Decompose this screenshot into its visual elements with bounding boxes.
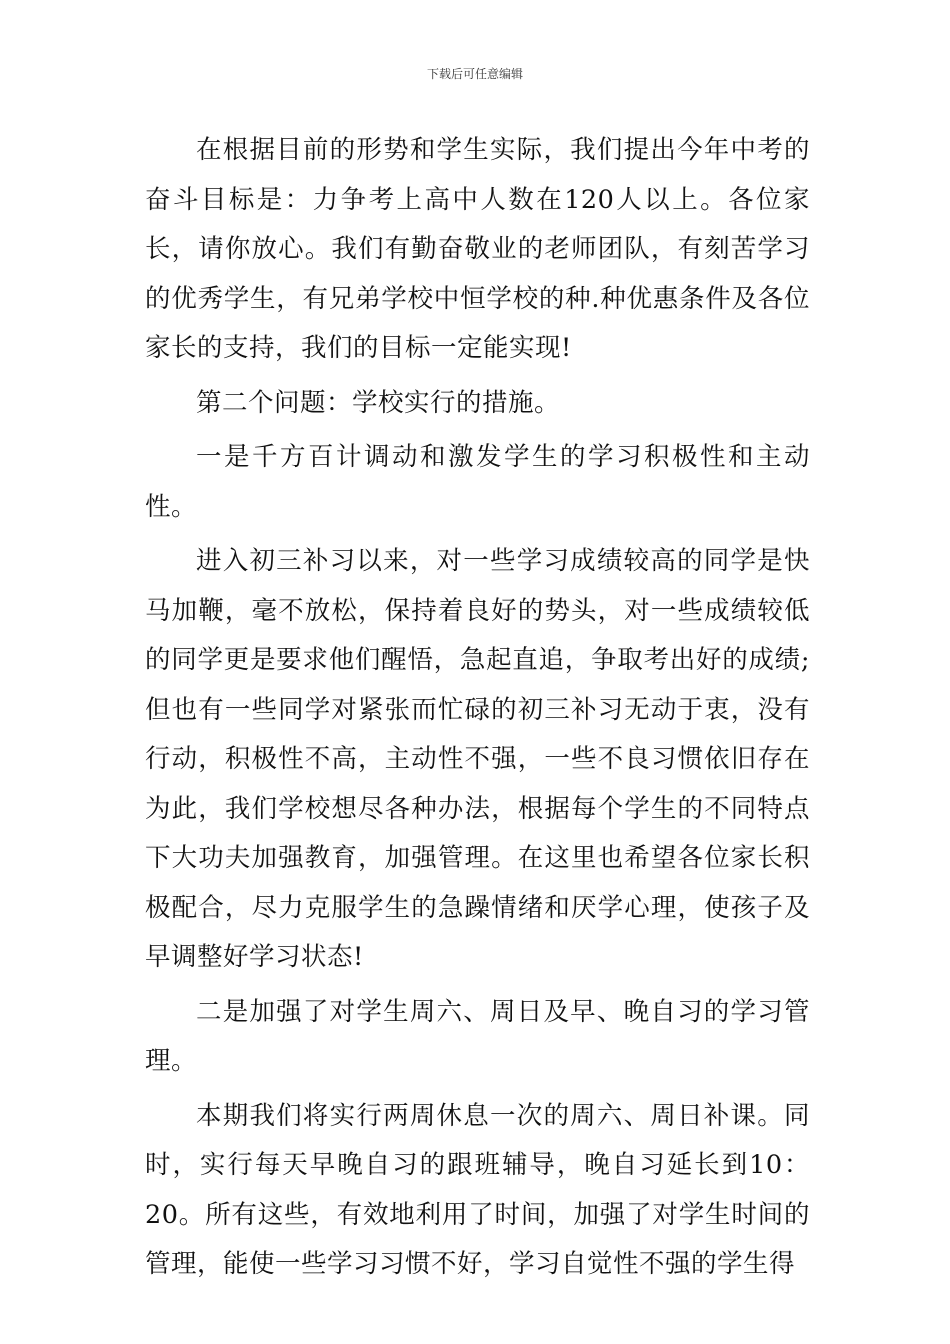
paragraph-measure-two: 二是加强了对学生周六、周日及早、晚自习的学习管理。	[145, 996, 810, 1076]
paragraph-measure-one-detail: 进入初三补习以来，对一些学习成绩较高的同学是快马加鞭，毫不放松，保持着良好的势头，对一些成绩较低的同学更是要求他们醒悟，急起直追，争取考出好的成绩;但也有一些同学对紧张而忙碌的初三补习无动于衷，没有行动，积极性不高，主动性不强，一些不良习惯依旧存在为此，我们学校想尽各种办法，根据每个学生的不同特点下大功夫加强教育，加强管理。在这里也希望各位家长积极配合，尽力克服学生的急躁情绪和厌学心理，使孩子及早调整好学习状态!	[145, 546, 810, 972]
paragraph-second-question: 第二个问题：学校实行的措施。	[196, 387, 561, 418]
paragraph-measure-one: 一是千方百计调动和激发学生的学习积极性和主动性。	[145, 442, 810, 522]
paragraph-measure-two-detail: 本期我们将实行两周休息一次的周六、周日补课。同时，实行每天早晚自习的跟班辅导，晚自习延长到10：20。所有这些，有效地利用了时间，加强了对学生时间的管理，能使一些学习习惯不好，学习自觉性不强的学生得	[145, 1100, 810, 1279]
document-body	[145, 126, 810, 1295]
paragraph-goal: 在根据目前的形势和学生实际，我们提出今年中考的奋斗目标是：力争考上高中人数在120人以上。各位家长，请你放心。我们有勤奋敬业的老师团队，有刻苦学习的优秀学生，有兄弟学校中恒学校的种.种优惠条件及各位家长的支持，我们的目标一定能实现!	[145, 135, 810, 363]
page-header: 下载后可任意编辑	[426, 67, 523, 81]
